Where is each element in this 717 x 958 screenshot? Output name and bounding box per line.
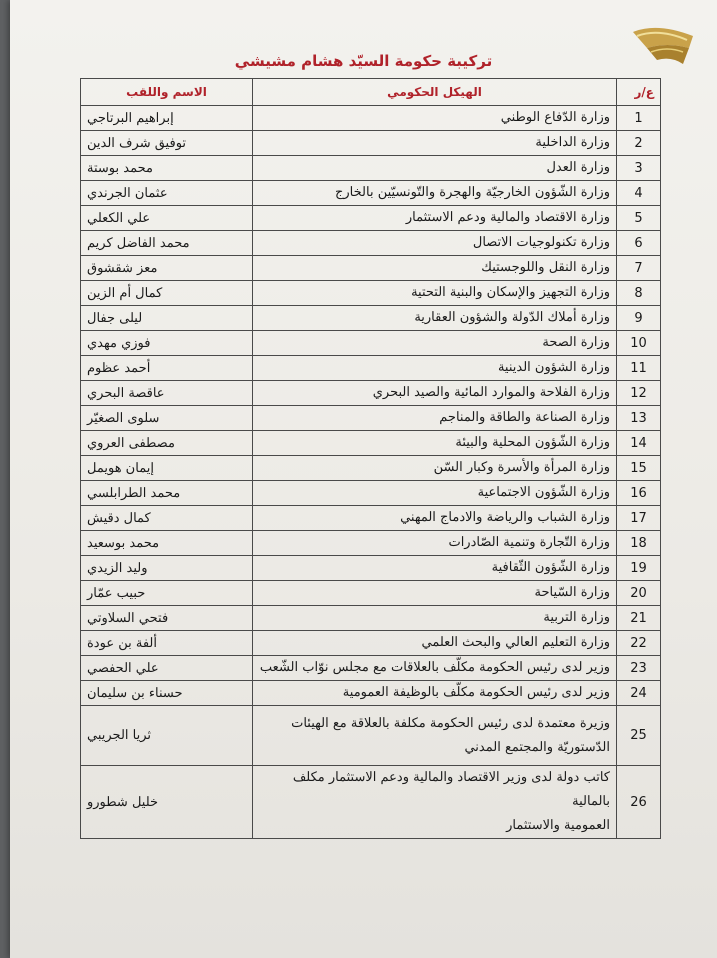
row-name [81, 606, 253, 631]
row-name-text: وليد الزيدي [87, 560, 148, 576]
row-name-text: حبيب عمّار [87, 585, 146, 601]
row-ministry: وزارة النقل واللوجستيك [253, 256, 617, 281]
row-number: 4 [617, 181, 661, 206]
row-ministry: وزارة الشّؤون الخارجيّة والهجرة والتّونسيّين بالخارج [253, 181, 617, 206]
row-number: 16 [617, 481, 661, 506]
row-name [81, 106, 253, 131]
table-row [81, 206, 661, 231]
row-name-text: كمال أم الزين [87, 285, 163, 301]
row-number: 11 [617, 356, 661, 381]
row-number: 3 [617, 156, 661, 181]
row-name [81, 231, 253, 256]
row-name-text: عثمان الجرندي [87, 185, 168, 201]
table-row [81, 581, 661, 606]
row-number: 22 [617, 631, 661, 656]
row-number: 8 [617, 281, 661, 306]
row-name-text: محمد بوسعيد [87, 535, 160, 551]
row-name-text: ثريا الجريبي [87, 728, 152, 743]
row-name [81, 156, 253, 181]
row-ministry [253, 766, 617, 839]
row-name [81, 456, 253, 481]
table-row [81, 331, 661, 356]
table-row [81, 156, 661, 181]
row-name-text: إبراهيم البرتاجي [87, 110, 174, 126]
table-row [81, 706, 661, 766]
row-ministry: وزارة التجهيز والإسكان والبنية التحتية [253, 281, 617, 306]
row-name-text: توفيق شرف الدين [87, 135, 187, 151]
row-name [81, 706, 253, 766]
row-ministry-line: كاتب دولة لدى وزير الاقتصاد والمالية ودعم الاستثمار مكلف بالمالية [292, 770, 610, 809]
row-ministry: وزارة تكنولوجيات الاتصال [253, 231, 617, 256]
row-number: 1 [617, 106, 661, 131]
row-name-text: محمد الطرابلسي [87, 485, 181, 501]
table-row [81, 481, 661, 506]
table-row [81, 531, 661, 556]
row-ministry-line: وزيرة معتمدة لدى رئيس الحكومة مكلفة بالعلاقة مع الهيئات [291, 715, 610, 731]
row-name [81, 766, 253, 839]
row-name [81, 131, 253, 156]
row-ministry: وزارة العدل [253, 156, 617, 181]
row-ministry: وزارة التعليم العالي والبحث العلمي [253, 631, 617, 656]
table-row [81, 281, 661, 306]
row-name-text: علي الحفصي [87, 660, 159, 676]
row-ministry: وزارة المرأة والأسرة وكبار السّن [253, 456, 617, 481]
row-number: 7 [617, 256, 661, 281]
table-row [81, 606, 661, 631]
row-name-text: محمد الفاضل كريم [87, 235, 190, 251]
row-name [81, 481, 253, 506]
table-row [81, 381, 661, 406]
row-ministry: وزارة التّجارة وتنمية الصّادرات [253, 531, 617, 556]
row-name-text: أحمد عظوم [87, 360, 151, 376]
row-name [81, 506, 253, 531]
row-ministry: وزارة السّياحة [253, 581, 617, 606]
row-ministry: وزارة الشؤون الدينية [253, 356, 617, 381]
row-number: 19 [617, 556, 661, 581]
row-name [81, 181, 253, 206]
row-name [81, 581, 253, 606]
row-name-text: محمد بوستة [87, 160, 153, 176]
row-name [81, 631, 253, 656]
header-ministry: الهيكل الحكومي [253, 79, 617, 106]
row-ministry: وزير لدى رئيس الحكومة مكلّف بالعلاقات مع مجلس نوّاب الشّعب [253, 656, 617, 681]
government-table [80, 78, 661, 839]
table-row [81, 681, 661, 706]
row-number: 6 [617, 231, 661, 256]
row-name [81, 356, 253, 381]
table-row [81, 306, 661, 331]
row-number: 5 [617, 206, 661, 231]
row-number: 20 [617, 581, 661, 606]
row-number: 9 [617, 306, 661, 331]
table-row [81, 631, 661, 656]
row-name [81, 381, 253, 406]
row-number: 10 [617, 331, 661, 356]
row-ministry: وزارة الشّؤون الثّقافية [253, 556, 617, 581]
row-name [81, 306, 253, 331]
row-name [81, 281, 253, 306]
table-row [81, 766, 661, 839]
table-row [81, 456, 661, 481]
row-number: 25 [617, 706, 661, 766]
table-row [81, 506, 661, 531]
row-name-text: مصطفى العروي [87, 435, 175, 451]
row-name-text: إيمان هويمل [87, 460, 154, 476]
header-number: ع/ر [617, 79, 661, 106]
row-ministry-line: الدّستوريّة والمجتمع المدني [464, 739, 610, 755]
row-number: 12 [617, 381, 661, 406]
row-number: 13 [617, 406, 661, 431]
row-ministry: وزارة الشّؤون المحلية والبيئة [253, 431, 617, 456]
row-name-text: سلوى الصغيّر [87, 410, 160, 426]
header-name: الاسم واللقب [81, 79, 253, 106]
page-title: تركيبة حكومة السيّد هشام مشيشي [234, 52, 493, 70]
row-ministry: وزارة الفلاحة والموارد المائية والصيد البحري [253, 381, 617, 406]
table-row [81, 356, 661, 381]
row-ministry: وزارة الشّؤون الاجتماعية [253, 481, 617, 506]
row-ministry: وزارة الاقتصاد والمالية ودعم الاستثمار [253, 206, 617, 231]
table-row [81, 131, 661, 156]
table-row [81, 231, 661, 256]
row-ministry: وزارة الصحة [253, 331, 617, 356]
row-number: 26 [617, 766, 661, 839]
row-number: 18 [617, 531, 661, 556]
row-name [81, 681, 253, 706]
table-row [81, 406, 661, 431]
row-name [81, 531, 253, 556]
table-row [81, 556, 661, 581]
row-name [81, 256, 253, 281]
row-ministry: وزارة الداخلية [253, 131, 617, 156]
row-number: 14 [617, 431, 661, 456]
row-ministry-line: العمومية والاستثمار [506, 818, 610, 833]
table-row [81, 431, 661, 456]
row-name-text: خليل شطورو [87, 794, 159, 810]
row-number: 24 [617, 681, 661, 706]
row-name-text: ألفة بن عودة [87, 635, 157, 651]
row-number: 15 [617, 456, 661, 481]
table-header-row [81, 79, 661, 106]
row-name [81, 656, 253, 681]
row-name [81, 556, 253, 581]
row-name-text: فوزي مهدي [87, 335, 151, 351]
row-ministry: وزارة الدّفاع الوطني [253, 106, 617, 131]
row-name [81, 406, 253, 431]
document-page [10, 0, 717, 958]
table-row [81, 656, 661, 681]
row-number: 23 [617, 656, 661, 681]
row-name-text: علي الكعلي [87, 210, 151, 226]
row-name [81, 431, 253, 456]
table-row [81, 256, 661, 281]
row-name-text: كمال دقيش [87, 510, 151, 526]
row-ministry: وزارة الشباب والرياضة والادماج المهني [253, 506, 617, 531]
table-row [81, 181, 661, 206]
row-name-text: ليلى جفال [87, 310, 143, 326]
row-number: 2 [617, 131, 661, 156]
row-ministry: وزارة الصناعة والطاقة والمناجم [253, 406, 617, 431]
row-ministry: وزير لدى رئيس الحكومة مكلّف بالوظيفة العمومية [253, 681, 617, 706]
row-ministry: وزارة أملاك الدّولة والشؤون العقارية [253, 306, 617, 331]
row-name [81, 331, 253, 356]
row-name-text: معز شقشوق [87, 260, 158, 276]
row-name-text: عاقصة البحري [87, 385, 165, 401]
row-number: 21 [617, 606, 661, 631]
table-row [81, 106, 661, 131]
row-ministry: وزارة التربية [253, 606, 617, 631]
row-ministry [253, 706, 617, 766]
row-name-text: حسناء بن سليمان [87, 685, 183, 701]
row-name-text: فتحي السلاوتي [87, 610, 169, 626]
row-number: 17 [617, 506, 661, 531]
row-name [81, 206, 253, 231]
